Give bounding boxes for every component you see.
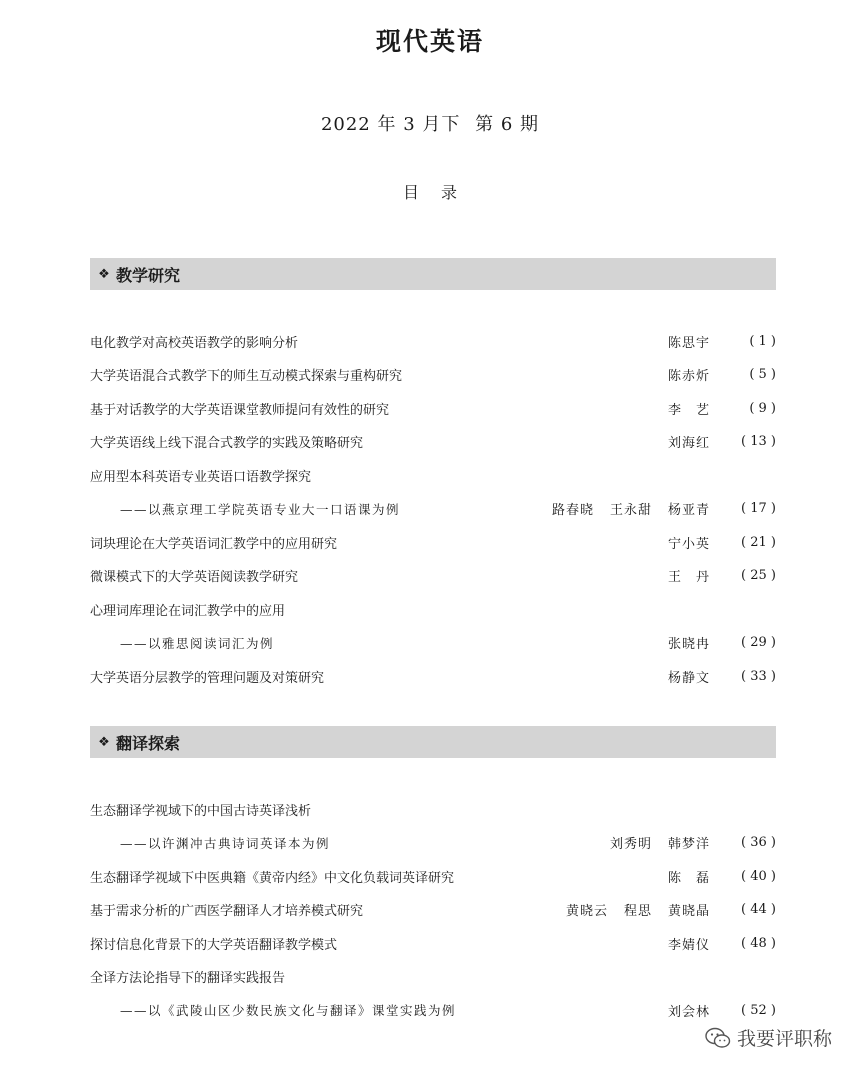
toc-entry[interactable]	[90, 565, 776, 587]
entry-title: 应用型本科英语专业英语口语教学探究	[90, 469, 312, 485]
toc-entry[interactable]	[90, 865, 776, 887]
entry-page-number: ( 21 )	[741, 534, 776, 550]
entry-author: 黄晓云	[565, 904, 608, 919]
toc-entry[interactable]	[90, 464, 776, 486]
entry-authors	[652, 365, 710, 384]
entry-page-number: ( 17 )	[741, 501, 776, 516]
issue-date: 2022 年 3 月下	[320, 114, 461, 135]
entry-author: 宁小英	[667, 536, 710, 552]
entry-page-number: ( 36 )	[741, 835, 776, 850]
entry-authors	[652, 332, 710, 351]
entry-subtitle: ——以燕京理工学院英语专业大一口语课为例	[120, 501, 401, 517]
toc-entry[interactable]	[120, 999, 776, 1021]
toc-entry[interactable]	[90, 932, 776, 954]
entry-title: 基于对话教学的大学英语课堂教师提问有效性的研究	[90, 402, 390, 418]
entry-page-number: ( 5 )	[749, 367, 776, 382]
entry-page-number: ( 44 )	[741, 902, 776, 917]
entry-page-number: ( 52 )	[741, 1002, 776, 1018]
toc-entry[interactable]	[90, 531, 776, 553]
entry-title: 大学英语线上线下混合式教学的实践及策略研究	[90, 436, 364, 451]
toc-entry[interactable]	[90, 330, 776, 352]
watermark	[705, 1024, 832, 1051]
entry-authors	[652, 867, 710, 886]
journal-title: 现代英语	[375, 27, 484, 56]
toc-entry[interactable]	[120, 498, 776, 520]
entry-title: 词块理论在大学英语词汇教学中的应用研究	[90, 536, 338, 552]
entry-page-number: ( 1 )	[749, 333, 776, 349]
entry-page-number: ( 9 )	[749, 400, 776, 416]
entry-author: 刘会林	[667, 1004, 710, 1020]
watermark-text: 我要评职称	[736, 1028, 832, 1050]
entry-author: 王永甜	[609, 503, 652, 518]
entry-authors	[594, 833, 710, 852]
toc-entry[interactable]	[90, 598, 776, 620]
toc-entry[interactable]	[120, 832, 776, 854]
entry-author: 陈赤炘	[667, 369, 710, 384]
entry-title: 大学英语混合式教学下的师生互动模式探索与重构研究	[90, 369, 403, 384]
issue-number: 第 6 期	[475, 114, 540, 135]
entry-title: 电化教学对高校英语教学的影响分析	[90, 335, 299, 351]
entry-author: 刘秀明	[609, 837, 652, 852]
toc-entry[interactable]	[90, 665, 776, 687]
entry-page-number: ( 33 )	[741, 668, 776, 684]
entry-authors	[652, 667, 710, 686]
entry-authors	[652, 533, 710, 552]
entry-authors	[550, 900, 710, 919]
entry-authors	[652, 432, 710, 451]
entry-author: 王 丹	[667, 570, 710, 585]
entry-subtitle: ——以《武陵山区少数民族文化与翻译》课堂实践为例	[120, 1003, 457, 1018]
entry-page-number: ( 29 )	[741, 635, 776, 650]
section-bullet-icon: ❖	[98, 734, 110, 750]
toc-entry[interactable]	[90, 364, 776, 386]
toc-entry[interactable]	[90, 798, 776, 820]
section-header	[90, 726, 776, 758]
entry-title: 探讨信息化背景下的大学英语翻译教学模式	[90, 937, 338, 953]
entry-author: 陈思宇	[667, 335, 710, 351]
entry-authors	[652, 633, 710, 652]
entry-author: 程思	[623, 904, 652, 919]
issue-line	[0, 110, 860, 136]
entry-page-number: ( 48 )	[741, 935, 776, 951]
entry-author: 李婧仪	[667, 937, 710, 953]
entry-page-number: ( 40 )	[741, 868, 776, 884]
entry-author: 李 艺	[667, 402, 710, 418]
entry-title: 大学英语分层教学的管理问题及对策研究	[90, 670, 325, 686]
toc-entry[interactable]	[90, 397, 776, 419]
toc-entry[interactable]	[120, 632, 776, 654]
entry-author: 陈 磊	[667, 870, 710, 886]
section-title: 教学研究	[116, 265, 181, 285]
section-title: 翻译探索	[116, 733, 181, 753]
entry-title: 心理词库理论在词汇教学中的应用	[90, 603, 286, 619]
entry-author: 路春晓	[551, 503, 594, 518]
entry-authors	[536, 499, 710, 518]
section-header	[90, 258, 776, 290]
entry-authors	[652, 566, 710, 585]
entry-title: 基于需求分析的广西医学翻译人才培养模式研究	[90, 904, 364, 919]
entry-title: 微课模式下的大学英语阅读教学研究	[90, 570, 299, 585]
entry-page-number: ( 13 )	[741, 434, 776, 449]
entry-subtitle: ——以许渊冲古典诗词英译本为例	[120, 835, 331, 851]
entry-title: 全译方法论指导下的翻译实践报告	[90, 971, 286, 986]
entry-title: 生态翻译学视域下的中国古诗英译浅析	[90, 803, 312, 819]
toc-entry[interactable]	[90, 431, 776, 453]
entry-page-number: ( 25 )	[741, 568, 776, 583]
wechat-icon	[705, 1027, 731, 1049]
section-bullet-icon: ❖	[98, 266, 110, 282]
entry-authors	[652, 934, 710, 953]
toc-entry[interactable]	[90, 899, 776, 921]
entry-author: 杨静文	[667, 670, 710, 686]
entry-title: 生态翻译学视域下中医典籍《黄帝内经》中文化负载词英译研究	[90, 870, 455, 886]
toc-entry[interactable]	[90, 966, 776, 988]
entry-authors	[652, 1001, 710, 1020]
entry-author: 张晓冉	[667, 637, 710, 652]
entry-author: 杨亚青	[667, 503, 710, 518]
entry-author: 韩梦洋	[667, 837, 710, 852]
toc-heading: 目录	[402, 183, 479, 202]
entry-authors	[652, 399, 710, 418]
entry-subtitle: ——以雅思阅读词汇为例	[120, 635, 275, 651]
entry-author: 刘海红	[667, 436, 710, 451]
entry-author: 黄晓晶	[667, 904, 710, 919]
